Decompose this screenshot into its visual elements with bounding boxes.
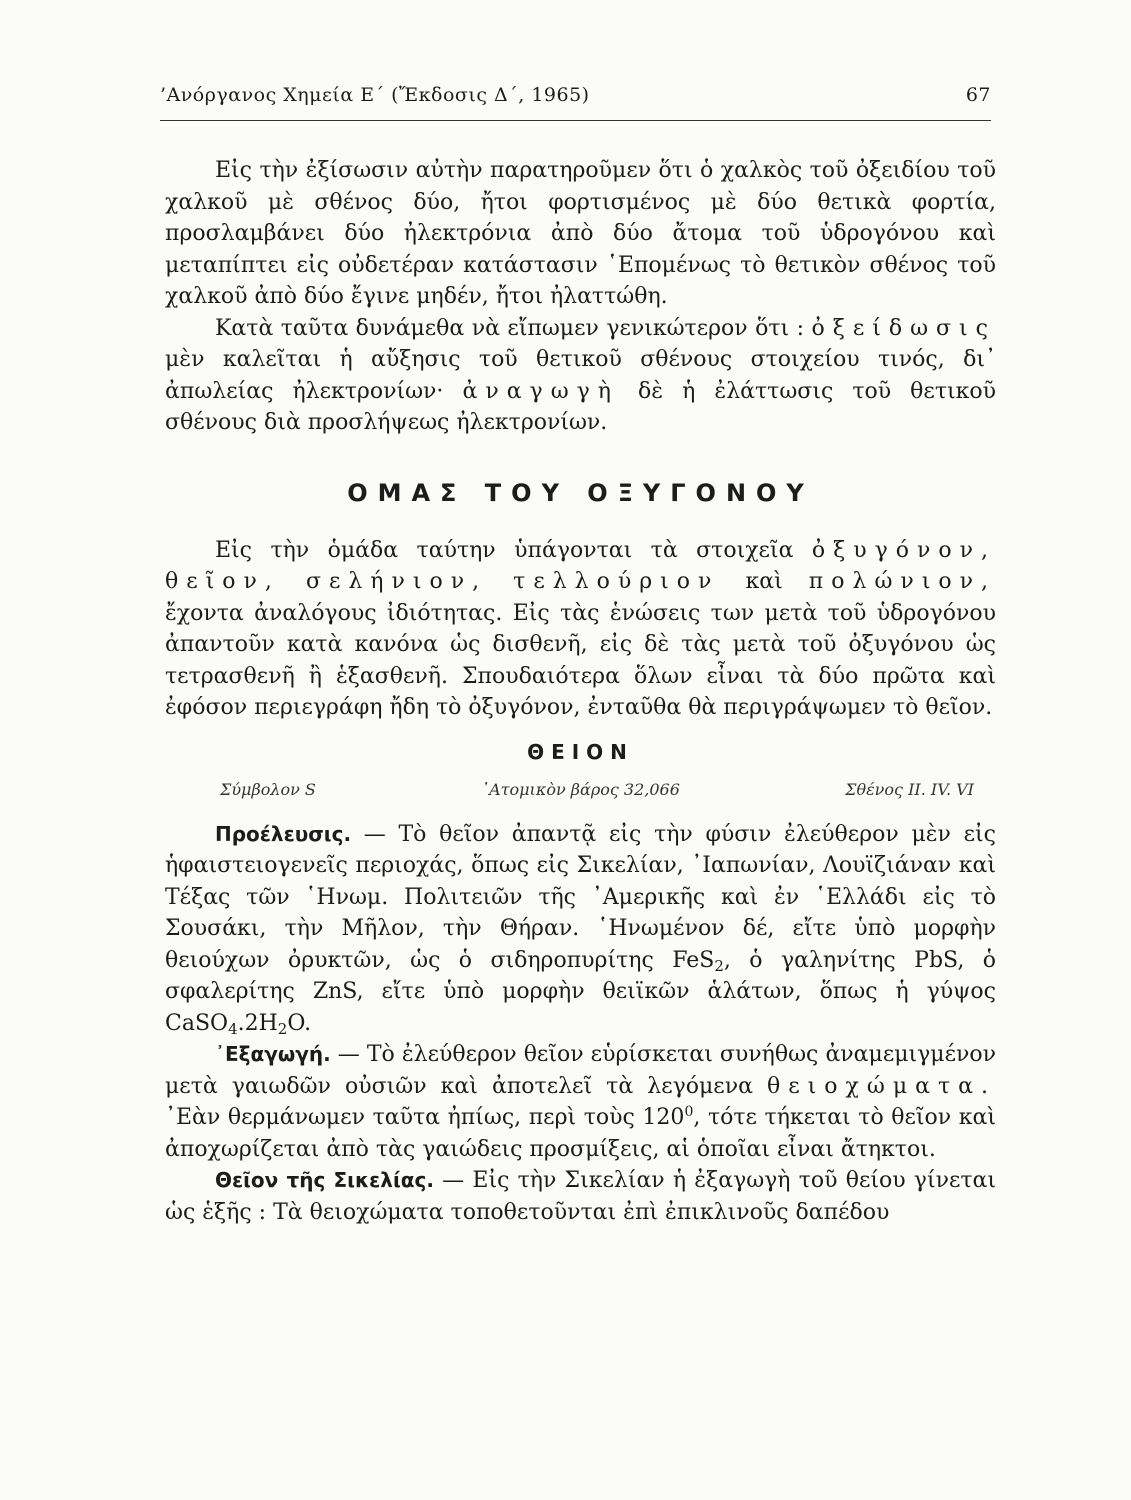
text-run: δὲ ἡ ἐλάττωσις τοῦ θετικοῦ σθένους διὰ προσλήψεως ἠλεκτρονίων.: [165, 378, 996, 435]
text-run: — Τὸ θεῖον ἀπαντᾷ εἰς τὴν φύσιν ἐλεύθερον μὲν εἰς ἡφαιστειογενεῖς περιοχάς, ὅπως εἰς Σικελίαν, ᾿Ιαπωνίαν, Λουϊζιάναν καὶ Τέξας τῶν ῾Ηνωμ. Πολιτειῶν τῆς ᾿Αμερικῆς καὶ ἐν ῾Ελλάδι εἰς τὸ Σουσάκι, τὴν Μῆλον, τὴν Θήραν. ῾Ηνωμένον δέ, εἴτε ὑπὸ μορφὴν θειούχων ὀρυκτῶν, ὡς ὁ σιδηροπυρίτης FeS: [165, 821, 996, 973]
superscript: 0: [684, 1104, 694, 1120]
paragraph-extraction: [165, 1039, 996, 1165]
text-run: ἔχοντα ἀναλόγους ἰδιότητας. Εἰς τὰς ἑνώσεις των μετὰ τοῦ ὑδρογόνου ἀπαντοῦν κατὰ κανόνα ὡς δισθενῆ, εἰς δὲ τὰς μετὰ τοῦ ὀξυγόνου ὡς τετρασθενῆ ἢ ἑξασθενῆ. Σπουδαιότερα ὅλων εἶναι τὰ δύο πρῶτα καὶ ἐφόσον περιεγράφη ἤδη τὸ ὀξυγόνον, ἐνταῦθα θὰ περιγράψωμεν τὸ θεῖον.: [165, 600, 996, 720]
paragraph-equation-discussion: Εἰς τὴν ἐξίσωσιν αὐτὴν παρατηροῦμεν ὅτι ὁ χαλκὸς τοῦ ὀξειδίου τοῦ χαλκοῦ μὲ σθένος δύο, ἤτοι φορτισμένος μὲ δύο θετικὰ φορτία, προσλαμβάνει δύο ἠλεκτρόνια ἀπὸ δύο ἄτομα τοῦ ὑδρογόνου καὶ μεταπίπτει εἰς οὐδετέραν κατάστασιν ῾Επομένως τὸ θετικὸν σθένος τοῦ χαλκοῦ ἀπὸ δύο ἔγινε μηδέν, ἤτοι ἠλαττώθη.: [165, 158, 996, 309]
paragraph-oxidation-definition: [165, 313, 996, 439]
subscript: 2: [714, 956, 724, 975]
text-run: — Τὸ ἐλεύθερον θεῖον εὑρίσκεται συνήθως ἀναμεμιγμένον μετὰ γαιωδῶν οὐσιῶν καὶ ἀποτελεῖ τὰ λεγόμενα: [165, 1042, 996, 1099]
lead-extraction: ᾿Εξαγωγή.: [215, 1042, 331, 1066]
text-run: — Εἰς τὴν Σικελίαν ἡ ἐξαγωγὴ τοῦ θείου γίνεται ὡς ἑξῆς : Τὰ θειοχώματα τοποθετοῦνται ἐπὶ ἐπικλινοῦς δαπέδου: [165, 1168, 997, 1225]
text-run: Κατὰ ταῦτα δυνάμεθα νὰ εἴπωμεν γενικώτερον ὅτι :: [215, 315, 812, 341]
term-sulfur-earths: θειοχώματα.: [767, 1073, 996, 1099]
term-oxidation: ὀξείδωσις: [811, 315, 996, 341]
running-title: ’Ανόργανος Χημεία Ε΄ (Ἔκδοσις Δ΄, 1965): [160, 84, 590, 106]
sulfur-properties: [220, 780, 974, 799]
text-run: μὲν καλεῖται ἡ αὔξησις τοῦ θετικοῦ σθένους στοιχείου τινός, δι᾿ ἀπωλείας ἠλεκτρονίων·: [165, 347, 996, 404]
paragraph-origin: [165, 819, 996, 1040]
element-tellurium: τελλούριον: [513, 569, 720, 594]
lead-origin: Προέλευσις.: [215, 821, 352, 846]
running-header: [160, 84, 991, 106]
element-polonium: πολώνιον,: [808, 569, 996, 594]
term-reduction: ἀναγωγὴ: [462, 378, 619, 404]
text-run: Εἰς τὴν ὁμάδα ταύτην ὑπάγονται τὰ στοιχεῖα: [215, 537, 812, 563]
paragraph-sicily: [165, 1165, 996, 1228]
header-rule: [160, 120, 991, 121]
paragraph-oxygen-group: [165, 535, 996, 724]
element-oxygen: ὀξυγόνον,: [811, 537, 996, 563]
subscript: 2: [277, 1019, 288, 1038]
text-run: , τότε τήκεται τὸ θεῖον καὶ ἀποχωρίζεται ἀπὸ τὰς γαιώδεις προσμίξεις, αἱ ὁποῖαι εἶναι ἄτηκτοι.: [165, 1105, 996, 1162]
subscript: 4: [228, 1019, 238, 1038]
page-number: 67: [965, 84, 991, 106]
valence-label: Σθένος II. IV. VI: [845, 779, 974, 799]
section-heading-sulfur: ΘΕΙΟΝ: [527, 739, 634, 764]
text-run: , ὁ γαληνίτης PbS, ὁ σφαλερίτης ZnS, εἴτε ὑπὸ μορφὴν θειϊκῶν ἁλάτων, ὅπως ἡ γύψος CaSO: [165, 947, 996, 1036]
section-heading-oxygen-group: ΟΜΑΣ ΤΟΥ ΟΞΥΓΟΝΟΥ: [347, 478, 814, 507]
atomic-weight-label: ᾿Ατομικὸν βάρος 32,066: [481, 779, 680, 799]
text-run: O.: [287, 1010, 312, 1036]
lead-sicily: Θεῖον τῆς Σικελίας.: [215, 1168, 434, 1192]
page-body: [165, 155, 996, 1228]
text-run: ᾿Εὰν θερμάνωμεν ταῦτα ἠπίως, περὶ τοὺς 120: [165, 1105, 685, 1130]
text-run: .2H: [237, 1010, 278, 1036]
element-sulfur: θεῖον,: [165, 569, 280, 594]
text-run: καὶ: [719, 569, 809, 594]
element-selenium: σελήνιον,: [305, 569, 488, 594]
symbol-label: Σύμβολον S: [220, 779, 316, 799]
